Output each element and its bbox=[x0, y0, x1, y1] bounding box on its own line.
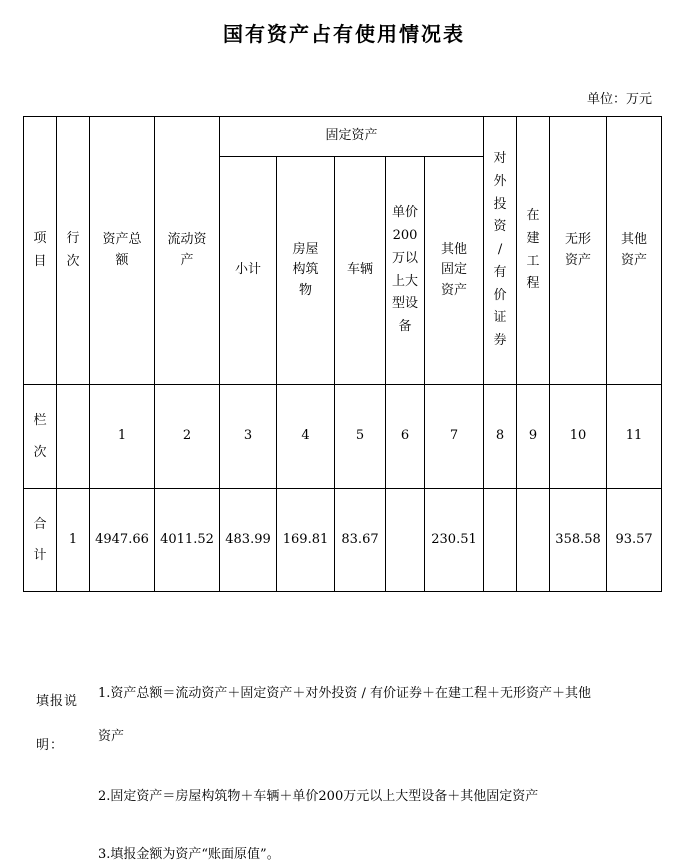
table-cell: 3 bbox=[220, 385, 277, 489]
table-cell: 1 bbox=[57, 489, 90, 592]
note-line-3: 3.填报金额为资产“账面原值”。 bbox=[98, 847, 280, 862]
table-cell: 2 bbox=[155, 385, 220, 489]
header-current-assets: 流动资产 bbox=[155, 117, 220, 385]
table-cell: 6 bbox=[386, 385, 425, 489]
table-cell: 93.57 bbox=[607, 489, 662, 592]
table-cell: 11 bbox=[607, 385, 662, 489]
header-other-assets: 其他资产 bbox=[607, 117, 662, 385]
total-label: 合计 bbox=[24, 489, 57, 592]
table-cell: 83.67 bbox=[335, 489, 386, 592]
header-construction: 在建工程 bbox=[517, 117, 550, 385]
table-cell: 1 bbox=[90, 385, 155, 489]
asset-table bbox=[23, 116, 662, 592]
table-cell bbox=[484, 489, 517, 592]
table-cell bbox=[57, 385, 90, 489]
header-buildings: 房屋构筑物 bbox=[277, 157, 335, 385]
header-item: 项目 bbox=[24, 117, 57, 385]
column-index-row bbox=[24, 385, 662, 489]
table-cell: 7 bbox=[425, 385, 484, 489]
table-cell: 8 bbox=[484, 385, 517, 489]
note-line-1: 1.资产总额＝流动资产＋固定资产＋对外投资 / 有价证券＋在建工程＋无形资产＋其他 bbox=[98, 686, 592, 701]
table-cell: 4947.66 bbox=[90, 489, 155, 592]
table-cell: 4011.52 bbox=[155, 489, 220, 592]
table-cell: 230.51 bbox=[425, 489, 484, 592]
header-investments: 对外投资/有价证券 bbox=[484, 117, 517, 385]
header-subtotal: 小计 bbox=[220, 157, 277, 385]
table-cell: 358.58 bbox=[550, 489, 607, 592]
table-cell: 10 bbox=[550, 385, 607, 489]
table-cell: 169.81 bbox=[277, 489, 335, 592]
table-cell bbox=[386, 489, 425, 592]
table-cell: 4 bbox=[277, 385, 335, 489]
table-cell: 483.99 bbox=[220, 489, 277, 592]
header-large-equipment: 单价200万以上大型设备 bbox=[386, 157, 425, 385]
table-cell bbox=[517, 489, 550, 592]
note-line-1-cont: 资产 bbox=[98, 729, 125, 744]
header-total-assets: 资产总额 bbox=[90, 117, 155, 385]
header-intangible: 无形资产 bbox=[550, 117, 607, 385]
page-title: 国有资产占有使用情况表 bbox=[223, 22, 465, 46]
header-other-fixed: 其他固定资产 bbox=[425, 157, 484, 385]
header-vehicles: 车辆 bbox=[335, 157, 386, 385]
table-cell: 9 bbox=[517, 385, 550, 489]
column-index-label: 栏次 bbox=[24, 385, 57, 489]
notes-label: 填报说明： bbox=[36, 694, 79, 753]
table-cell: 5 bbox=[335, 385, 386, 489]
total-row bbox=[24, 489, 662, 592]
header-line-no: 行次 bbox=[57, 117, 90, 385]
header-fixed-assets: 固定资产 bbox=[220, 117, 484, 157]
note-line-2: 2.固定资产＝房屋构筑物＋车辆＋单价200万元以上大型设备＋其他固定资产 bbox=[98, 789, 539, 804]
unit-label: 单位：万元 bbox=[586, 92, 652, 107]
